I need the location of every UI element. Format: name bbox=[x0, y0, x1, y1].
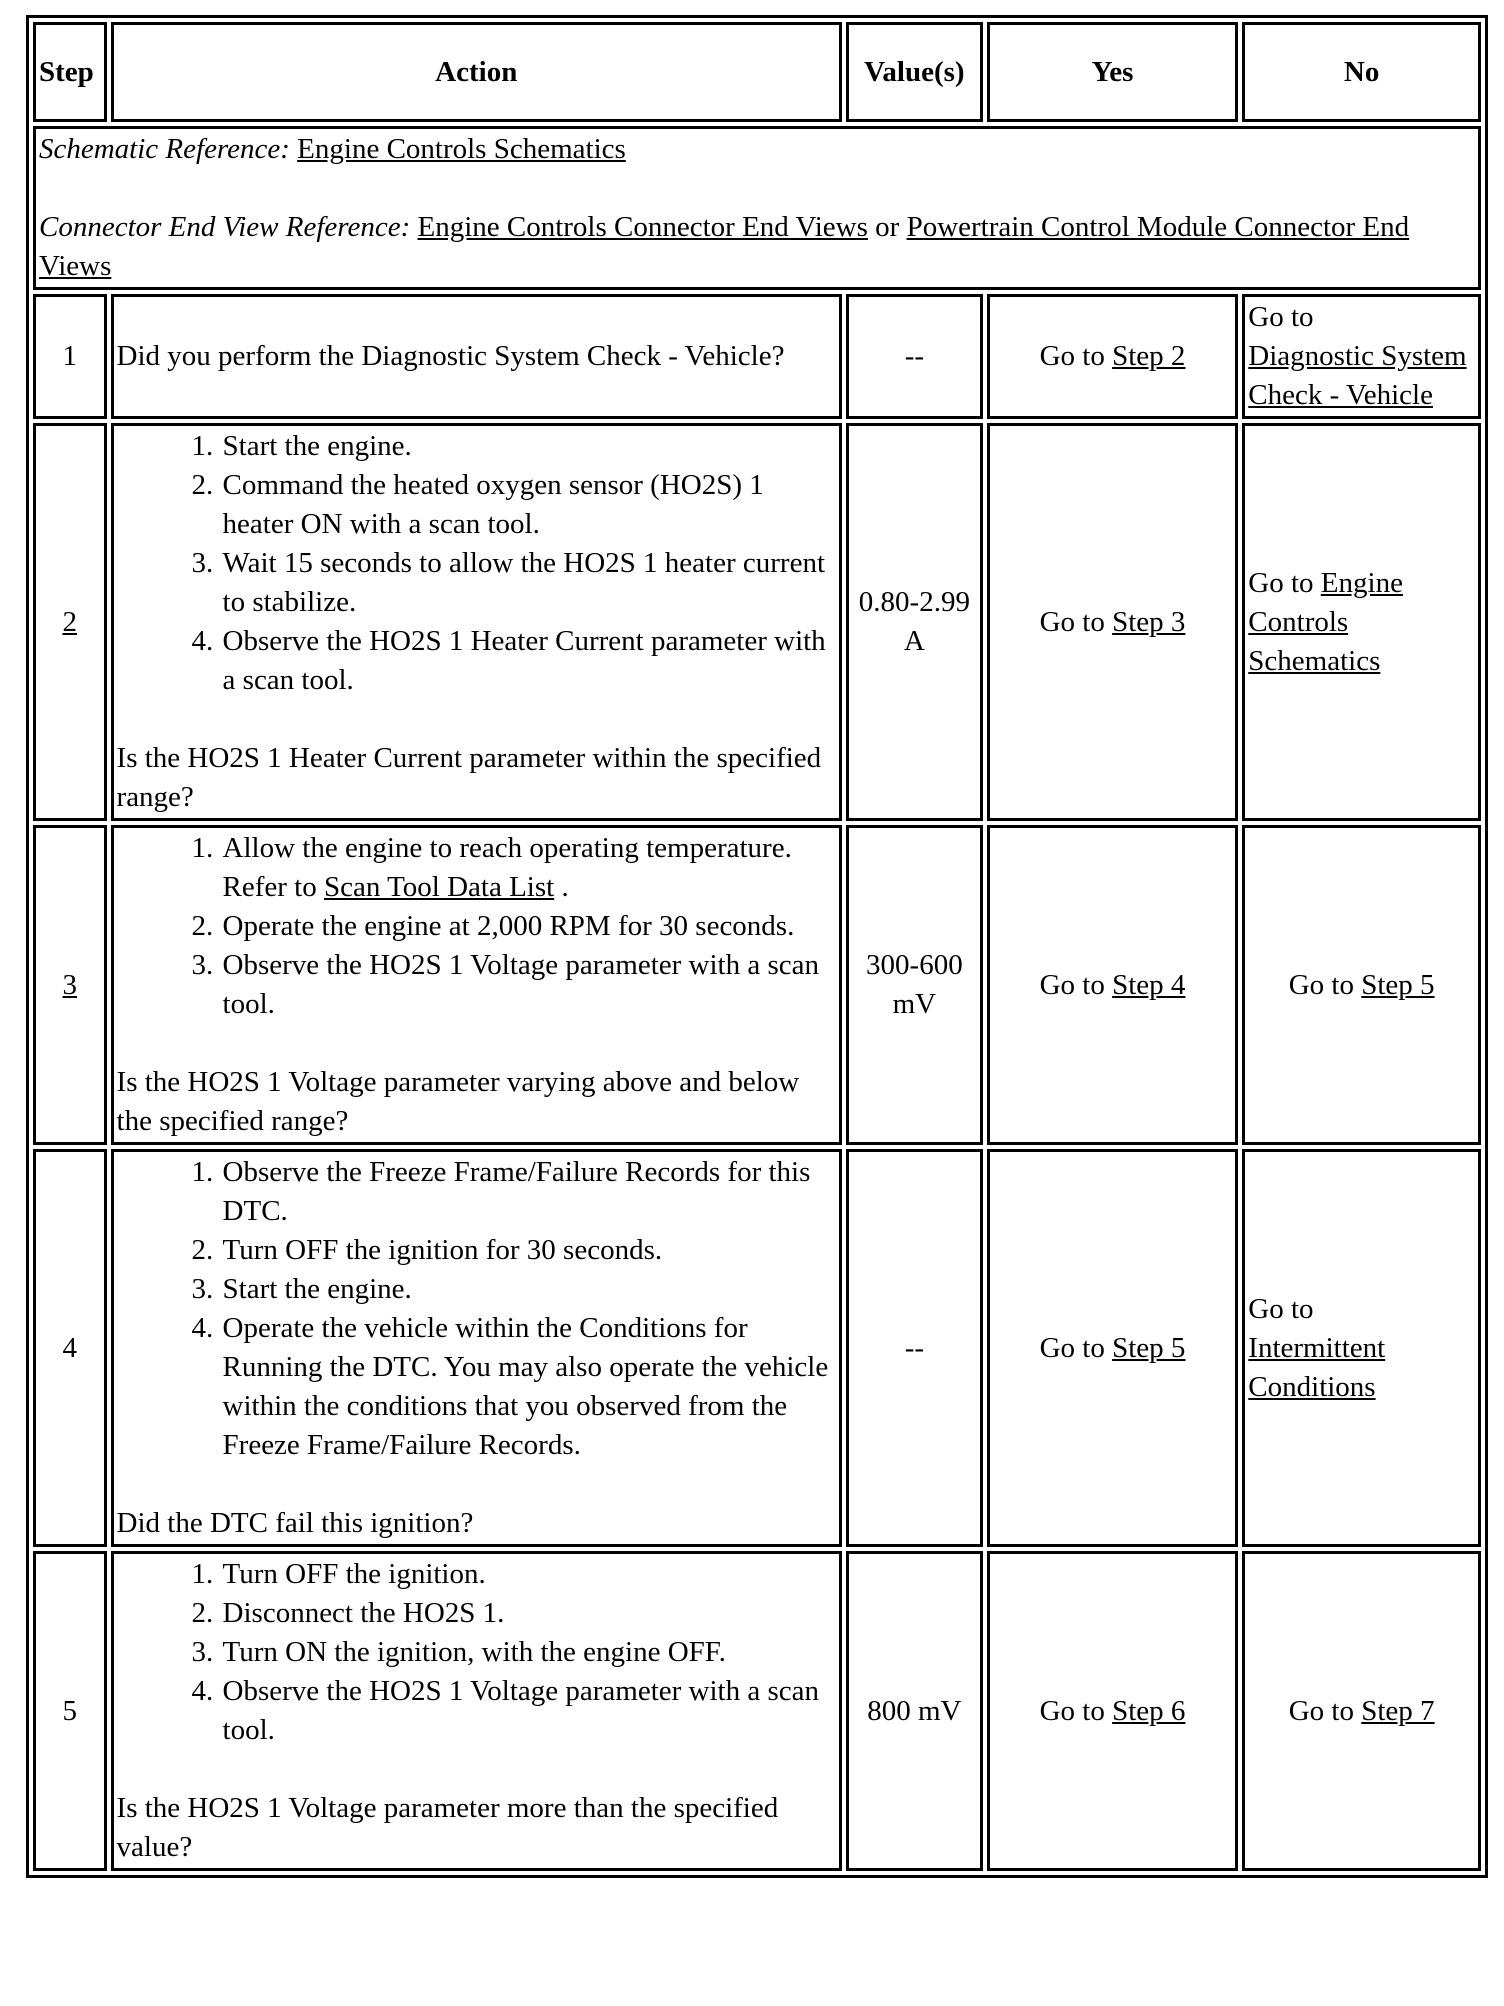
action-list bbox=[117, 829, 836, 1024]
no-cell bbox=[1242, 1551, 1481, 1871]
list-item: 2. Turn OFF the ignition for 30 seconds. bbox=[221, 1231, 836, 1270]
scan-tool-data-list-link[interactable]: Scan Tool Data List bbox=[324, 871, 555, 903]
step-row-1 bbox=[33, 294, 1481, 419]
value-cell: 0.80-2.99 A bbox=[846, 423, 983, 821]
step-row-3 bbox=[33, 825, 1481, 1145]
no-prefix: Go to bbox=[1248, 1292, 1314, 1325]
no-cell bbox=[1242, 423, 1481, 821]
engine-controls-schematics-link[interactable]: Engine Controls Schematics bbox=[1248, 566, 1403, 677]
yes-prefix: Go to bbox=[1039, 1331, 1113, 1364]
step-number: 4 bbox=[33, 1149, 107, 1547]
yes-cell bbox=[987, 1551, 1239, 1871]
value-cell: -- bbox=[846, 1149, 983, 1547]
go-to-step-3-link[interactable]: Step 3 bbox=[1112, 605, 1186, 638]
step-row-5 bbox=[33, 1551, 1481, 1871]
list-item: 1. Start the engine. bbox=[221, 427, 836, 466]
question-text: Is the HO2S 1 Heater Current parameter within the specified range? bbox=[116, 742, 822, 813]
list-item: 4. Observe the HO2S 1 Heater Current parameter with a scan tool. bbox=[221, 622, 836, 700]
question-text: Is the HO2S 1 Voltage parameter varying above and below the specified range? bbox=[116, 1066, 800, 1137]
action-cell bbox=[111, 1551, 842, 1871]
no-cell bbox=[1242, 294, 1481, 419]
no-prefix: Go to bbox=[1248, 566, 1321, 599]
no-cell bbox=[1242, 1149, 1481, 1547]
engine-controls-schematics-link[interactable]: Engine Controls Schematics bbox=[297, 133, 626, 165]
action-cell bbox=[111, 294, 842, 419]
step-row-4 bbox=[33, 1149, 1481, 1547]
go-to-step-2-link[interactable]: Step 2 bbox=[1112, 340, 1186, 372]
diagnostic-table-wrapper bbox=[26, 15, 1488, 1878]
go-to-step-5-link[interactable]: Step 5 bbox=[1112, 1331, 1186, 1364]
list-item: 1. Observe the Freeze Frame/Failure Records for this DTC. bbox=[221, 1153, 836, 1231]
header-yes: Yes bbox=[987, 22, 1239, 122]
yes-prefix: Go to bbox=[1039, 968, 1113, 1001]
question-text: Did the DTC fail this ignition? bbox=[116, 1507, 474, 1539]
header-values: Value(s) bbox=[846, 22, 983, 122]
header-row bbox=[33, 22, 1481, 122]
engine-controls-connector-end-views-link[interactable]: Engine Controls Connector End Views bbox=[417, 211, 868, 243]
connector-reference bbox=[39, 208, 1475, 286]
list-item: 1. Turn OFF the ignition. bbox=[221, 1555, 836, 1594]
schematic-reference-label: Schematic Reference: bbox=[39, 133, 290, 165]
question-text: Did you perform the Diagnostic System Check - Vehicle? bbox=[116, 340, 785, 372]
intermittent-conditions-link[interactable]: Intermittent Conditions bbox=[1248, 1331, 1386, 1403]
reference-row bbox=[33, 126, 1481, 290]
connector-or-text: or bbox=[867, 211, 907, 243]
value-cell: 800 mV bbox=[846, 1551, 983, 1871]
step-number bbox=[33, 423, 107, 821]
list-item-text: Allow the engine to reach operating temperature. Refer to bbox=[222, 832, 792, 903]
list-item: 4. Observe the HO2S 1 Voltage parameter with a scan tool. bbox=[221, 1672, 836, 1750]
no-prefix: Go to bbox=[1248, 301, 1314, 333]
yes-prefix: Go to bbox=[1039, 1694, 1113, 1727]
yes-cell bbox=[987, 1149, 1239, 1547]
no-cell bbox=[1242, 825, 1481, 1145]
yes-cell bbox=[987, 423, 1239, 821]
action-list bbox=[117, 1555, 836, 1750]
action-cell bbox=[111, 825, 842, 1145]
header-action: Action bbox=[111, 22, 842, 122]
step-row-2 bbox=[33, 423, 1481, 821]
no-prefix: Go to bbox=[1288, 968, 1362, 1001]
list-item: 4. Operate the vehicle within the Conditions for Running the DTC. You may also operate the vehicle within the conditions that you observed from the Freeze Frame/Failure Records. bbox=[221, 1309, 836, 1465]
go-to-step-5-link[interactable]: Step 5 bbox=[1361, 968, 1435, 1001]
pcm-connector-end-views-link[interactable]: Powertrain Control Module Connector End Views bbox=[39, 211, 1410, 282]
list-item: 3. Turn ON the ignition, with the engine OFF. bbox=[221, 1633, 836, 1672]
yes-cell bbox=[987, 294, 1239, 419]
go-to-step-4-link[interactable]: Step 4 bbox=[1112, 968, 1186, 1001]
header-no: No bbox=[1242, 22, 1481, 122]
step-number: 1 bbox=[33, 294, 107, 419]
action-list bbox=[117, 1153, 836, 1465]
value-cell: 300-600 mV bbox=[846, 825, 983, 1145]
go-to-step-6-link[interactable]: Step 6 bbox=[1112, 1694, 1186, 1727]
list-item: 2. Operate the engine at 2,000 RPM for 30 seconds. bbox=[221, 907, 836, 946]
step-2-anchor[interactable]: 2 bbox=[62, 605, 78, 638]
list-item: 2. Disconnect the HO2S 1. bbox=[221, 1594, 836, 1633]
diagnostic-system-check-link[interactable]: Diagnostic System Check - Vehicle bbox=[1248, 340, 1467, 411]
diagnostic-table bbox=[26, 15, 1488, 1878]
connector-reference-label: Connector End View Reference: bbox=[39, 211, 411, 243]
header-step: Step bbox=[33, 22, 107, 122]
step-3-anchor[interactable]: 3 bbox=[62, 968, 78, 1001]
schematic-reference bbox=[39, 130, 1475, 169]
value-cell: -- bbox=[846, 294, 983, 419]
list-item: 2. Command the heated oxygen sensor (HO2S) 1 heater ON with a scan tool. bbox=[221, 466, 836, 544]
action-cell bbox=[111, 1149, 842, 1547]
question-text: Is the HO2S 1 Voltage parameter more than the specified value? bbox=[116, 1792, 779, 1863]
list-item-text: . bbox=[554, 871, 569, 903]
action-list bbox=[117, 427, 836, 700]
action-cell bbox=[111, 423, 842, 821]
list-item bbox=[221, 829, 836, 907]
yes-prefix: Go to bbox=[1039, 340, 1113, 372]
go-to-step-7-link[interactable]: Step 7 bbox=[1361, 1694, 1435, 1727]
list-item: 3. Start the engine. bbox=[221, 1270, 836, 1309]
references-cell bbox=[33, 126, 1481, 290]
no-prefix: Go to bbox=[1288, 1694, 1362, 1727]
list-item: 3. Wait 15 seconds to allow the HO2S 1 heater current to stabilize. bbox=[221, 544, 836, 622]
step-number: 5 bbox=[33, 1551, 107, 1871]
yes-prefix: Go to bbox=[1039, 605, 1113, 638]
list-item: 3. Observe the HO2S 1 Voltage parameter with a scan tool. bbox=[221, 946, 836, 1024]
step-number bbox=[33, 825, 107, 1145]
yes-cell bbox=[987, 825, 1239, 1145]
